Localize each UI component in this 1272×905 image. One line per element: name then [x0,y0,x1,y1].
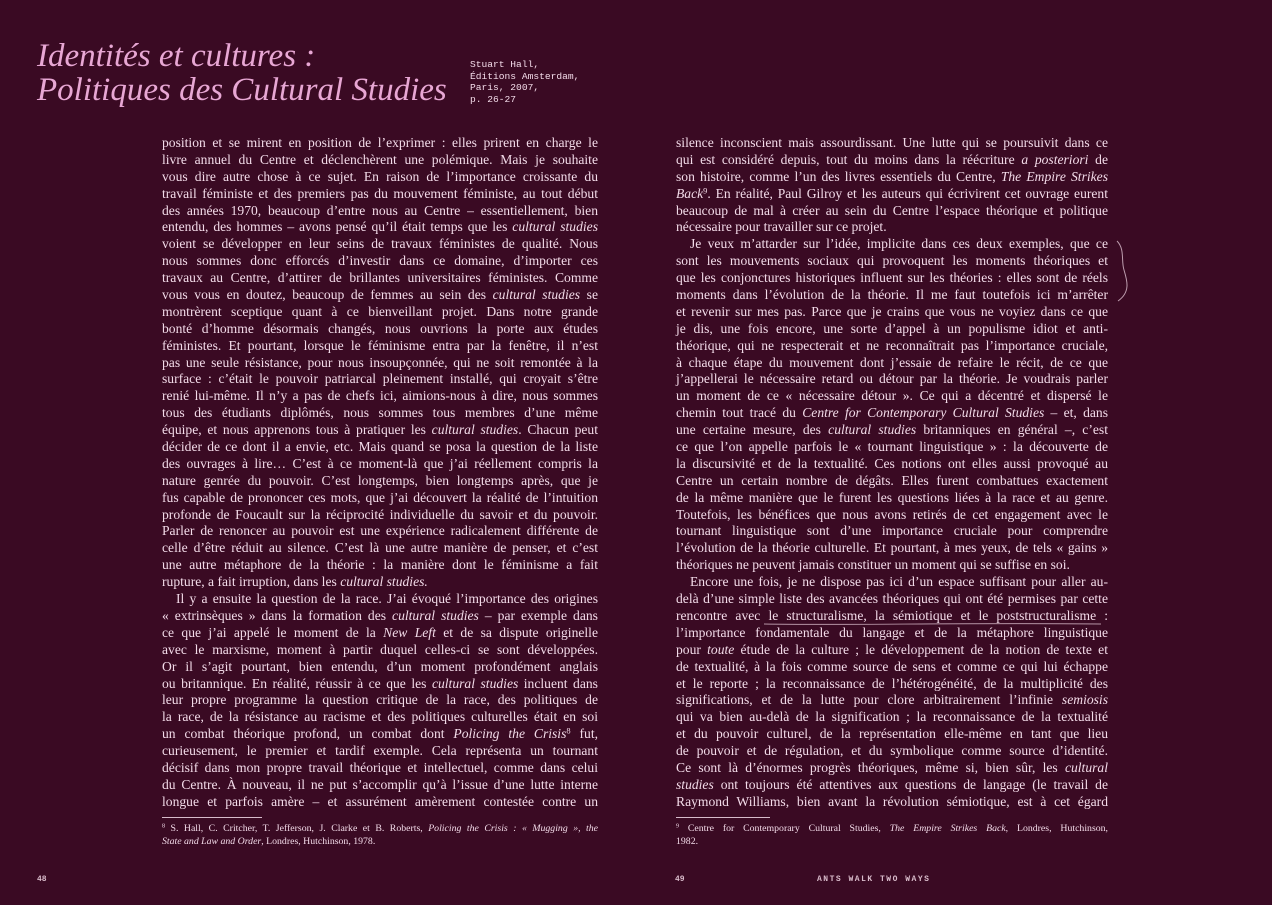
paragraph [162,822,598,848]
italic-run: The Empire Strikes [1000,168,1108,184]
roman-run: fut, [570,726,598,742]
roman-run: un combat théorique profond, un combat dont [162,726,454,742]
text-line [162,422,598,439]
roman-run: britanniques en général –, c’est [916,422,1108,438]
paragraph [676,236,1108,574]
text-line: la discursivité et de la textualité. Ces notions ont elles aussi provoqué au [676,455,1108,471]
roman-run: . Chacun peut [518,422,598,438]
text-line: nature genrée du pouvoir. C’est longtemps, bien longtemps après, que je [162,472,598,488]
text-line: théorique, qui ne respecterait et ne reconnaîtrait pas l’importance cruciale, [676,337,1108,353]
text-line [676,169,1108,186]
text-line: je dis, une fois encore, une sorte d’appel à un populisme idiot et anti- [676,320,1108,336]
text-line: décider de ce dont il a envie, etc. Mais quand se posa la question de la liste [162,439,598,455]
page-number-right: 49 [675,875,685,884]
italic-run: cultural studies [828,422,917,438]
paragraph [162,135,598,591]
italic-run: Centre for Contemporary Cultural Studies [802,405,1045,421]
text-line: Raymond Williams, bien avant la révolution sémiotique, est à cet égard [676,793,1108,809]
roman-run: étude de la culture ; le développement de la notion de texte et [734,641,1108,657]
text-line: une autre métaphore de la théorie : la manière dont le féminisme a fait [162,557,598,573]
roman-run: incluent dans [518,675,598,691]
roman-run: , Londres, Hutchinson, [1005,823,1108,834]
text-line [162,726,598,743]
right-footnote [676,822,1108,848]
text-line: curieusement, le premier et tardif exemple. Cela représenta un tournant [162,743,598,759]
roman-run: équipe, et nous apprenons tous à pratiquer les [162,422,432,438]
paragraph [162,591,598,811]
text-line: ce que l’on appelle parfois le « tournant linguistique » : la découverte de [676,439,1108,455]
footnote-rule [162,817,262,818]
footnote-reference: 9 [703,185,708,196]
paragraph [676,822,1108,848]
roman-run: de [1088,151,1108,167]
italic-run: State and Law and Order [162,836,262,847]
citation-pages: p. 26-27 [470,94,517,106]
text-line: un moment de ce « nécessaire détour ». Ce qui a décentré et dispersé le [676,388,1108,404]
text-line: travail féministe et des premiers pas du mouvement féministe, au tout début [162,185,598,201]
roman-run: S. Hall, C. Critcher, T. Jefferson, J. Clarke et B. Roberts, [165,823,429,834]
text-line [676,422,1108,439]
roman-run: , Londres, Hutchinson, 1978. [261,836,376,847]
italic-run: The Empire Strikes Back [889,823,1006,834]
text-line [676,405,1108,422]
text-line [162,608,598,625]
text-line: Or il s’agit pourtant, bien entendu, d’un moment profondément anglais [162,658,598,674]
text-line: des années 1970, beaucoup d’entre nous au Centre – essentiellement, bien [162,202,598,218]
roman-run: vous vous en doutez, beaucoup de femmes au sein des [162,287,493,303]
italic-run: Policing the Crisis : « Mugging », the [428,823,598,834]
running-footer: ANTS WALK TWO WAYS [817,875,931,884]
roman-run: qui est considéré depuis, tout du moins dans la réécriture [676,151,1022,167]
italic-run: cultural studies [512,219,598,235]
text-line: de pouvoir et de régulation, et du symbolique comme source d’identité. [676,743,1108,759]
roman-run: entendu, des hommes – avons pensé qu’il était temps que les [162,219,513,235]
italic-run: Back [676,185,704,201]
text-line: surface : c’était le pouvoir patriarcal pleinement installé, qui croyait s’être [162,371,598,387]
italic-run: cultural studies [431,675,519,691]
text-line: montrèrent sceptique quant à ce bienveillant projet. Dans notre grande [162,303,598,319]
italic-run: Policing the Crisis [453,726,567,742]
text-line: décisif dans mon propre travail théorique et intellectuel, comme dans celui [162,759,598,775]
text-line: celle d’être réduit au silence. C’est là une autre manière de penser, et c’est [162,540,598,556]
text-line: que les conjonctures historiques influent sur les théories : elles sont de réels [676,270,1108,286]
text-line: bonté d’homme désormais changés, nous ouvrions la porte aux études [162,320,598,336]
text-line: travaux au Centre, d’attirer de brillantes universitaires féministes. Comme [162,270,598,286]
footnote-reference: 9 [676,823,680,830]
italic-run: New Left [383,624,436,640]
italic-run: cultural studies [392,607,479,623]
text-line [676,642,1108,659]
roman-run: rupture, a fait irruption, dans les [162,574,341,590]
text-line: tournant linguistique sont d’une importance cruciale pour comprendre [676,523,1108,539]
roman-run: – par exemple dans [478,607,598,623]
roman-run: . En réalité, Paul Gilroy et les auteurs qui écrivirent cet ouvrage eurent [707,185,1108,201]
text-line: profonde de Foucault sur la réciprocité individuelle du savoir et du pouvoir. [162,506,598,522]
roman-run: « extrinsèques » dans la formation des [162,607,393,623]
roman-run: une certaine mesure, des [676,422,829,438]
roman-run: se [580,287,598,303]
text-line: beaucoup de mal à créer au sein du Centre l’espace théorique et politique [676,202,1108,218]
text-line: livre annuel du Centre et déclenchèrent une polémique. Mais je souhaite [162,151,598,167]
italic-run: cultural studies [431,422,519,438]
text-line: renié lui-même. Il n’y a pas de chefs ici, aimions-nous à dire, nous sommes [162,388,598,404]
italic-run: toute [707,641,735,657]
text-line: delà d’une simple liste des avancées théoriques qui ont été permises par cette [676,591,1108,607]
roman-run: chemin tout tracé du [676,405,803,421]
text-line [162,219,598,236]
citation-publisher: Éditions Amsterdam, [470,70,580,82]
text-line: féministes. Et pourtant, lorsque le féminisme entra par la fenêtre, il n’est [162,337,598,353]
text-line: et le reporte ; la reconnaissance de l’hétérogénéité, de la multiplicité des [676,675,1108,691]
text-line: j’appellerai le nécessaire retard ou détour par la théorie. Je voudrais parler [676,371,1108,387]
text-line: fus capable de prononcer ces mots, que j’ai découvert la réalité de l’intuition [162,489,598,505]
source-citation [470,59,579,106]
text-line: de la même manière que le furent les questions liées à la race et au genre. [676,489,1108,505]
footnote-reference: 8 [162,823,166,830]
text-line [676,777,1108,794]
text-line: sont les mouvements sociaux qui provoquent les moments théoriques et [676,253,1108,269]
text-line [162,835,598,848]
roman-run: ont toujours été attentives aux questions de langage (le travail de [713,776,1108,792]
title-line: Politiques des Cultural Studies [37,72,447,108]
roman-run: son histoire, comme l’un des livres essentiels du Centre, [676,168,1001,184]
left-page-body [162,135,598,811]
text-line: pas une seule résistance, pour nous insoupçonnée, qui ne soit remontée à la [162,354,598,370]
text-line: qui va bien au-delà de la signification ; la reconnaissance de la textualité [676,709,1108,725]
roman-run: et de sa dispute originelle [435,624,598,640]
text-line: Je veux m’attarder sur l’idée, implicite dans ces deux exemples, que ce [690,236,1108,252]
italic-run: cultural studies. [340,574,428,590]
paragraph [676,574,1108,810]
text-line: nous sommes donc efforcés d’investir dans ce domaine, d’importer ces [162,253,598,269]
text-line: leur propre programme la question critique de la race, des politiques de [162,692,598,708]
text-line: longue et parfois amère – et assurément amèrement contestée contre un [162,793,598,809]
roman-run: significations, et de la lutte pour clore arbitrairement l’infinie [676,692,1062,708]
text-line: à chaque étape du mouvement dont j’essaie de refaire le récit, de ce que [676,354,1108,370]
roman-run: ou britannique. En réalité, réussir à ce que les [162,675,432,691]
text-line [676,760,1108,777]
roman-run: pour [676,641,708,657]
text-line: voient se développer en leur seins de travaux féministes de qualité. Nous [162,236,598,252]
italic-run: cultural [1064,759,1108,775]
text-line: avec le marxisme, moment à partir duquel celles-ci se sont développées. [162,641,598,657]
text-line: vous dire autre chose à ce sujet. En raison de l’importance croissante du [162,168,598,184]
citation-place-year: Paris, 2007, [470,82,540,94]
page-number-left: 48 [37,875,47,884]
text-line [676,152,1108,169]
text-line: nécessaire pour travailler sur ce projet. [676,219,887,235]
text-line: des ouvrages à lire… C’est à ce moment-là que j’ai réellement compris la [162,455,598,471]
roman-run: ce que j’ai appelé le moment de la [162,624,384,640]
text-line: moments dans l’évolution de la théorie. Il me faut toutefois ici m’arrêter [676,287,1108,303]
title-line: Identités et cultures : [37,38,316,74]
text-line [162,676,598,693]
text-line: l’évolution de la théorie culturelle. Et pourtant, à mes yeux, de tels « gains » [676,540,1108,556]
footnote-rule [676,817,770,818]
text-line [676,186,1108,203]
text-line: position et se mirent en position de l’exprimer : elles prirent en charge le [162,135,598,150]
footnote-reference: 8 [566,725,571,736]
left-footnote [162,822,598,848]
handwritten-bracket-mark [1117,241,1127,301]
text-line: Centre un certain nombre de dégâts. Elles furent combattues exactement [676,472,1108,488]
text-line [162,625,598,642]
text-line: la race, de la résistance au racisme et des politiques culturelles était en soi [162,709,598,725]
text-line: 1982. [676,836,699,847]
italic-run: studies [676,776,714,792]
text-line [676,692,1108,709]
text-line: Toutefois, les bénéfices que nous avons retirés de cet engagement avec le [676,506,1108,522]
text-line: tous des étudiants diplômés, nous sommes tous membres d’une même [162,405,598,421]
page-title [37,39,447,107]
text-line: rencontre avec le structuralisme, la sémiotique et le poststructuralisme : [676,607,1108,623]
paragraph [676,135,1108,236]
text-line [676,822,1108,835]
text-line [162,822,598,835]
text-line: Il y a ensuite la question de la race. J’ai évoqué l’importance des origines [176,591,598,607]
roman-run: Ce sont là d’énormes progrès théoriques, même si, bien sûr, les [676,759,1065,775]
text-line: Parler de renoncer au pouvoir est une expérience radicalement différente de [162,523,598,539]
text-line: du Centre. À nouveau, il ne put s’accomplir qu’à l’issue d’une lutte interne [162,776,598,792]
text-line [162,574,598,591]
italic-run: a posteriori [1021,151,1089,167]
text-line [162,287,598,304]
text-line: théoriques ne peuvent jamais constituer un moment qui se suffise en soi. [676,557,1070,573]
roman-run: Centre for Contemporary Cultural Studies, [679,823,890,834]
text-line: silence inconscient mais assourdissant. Une lutte qui se poursuivit dans ce [676,135,1108,150]
citation-author: Stuart Hall, [470,59,540,70]
text-line: l’importance fondamentale du langage et de la métaphore linguistique [676,624,1108,640]
text-line: Encore une fois, je ne dispose pas ici d’un espace suffisant pour aller au- [690,574,1108,590]
text-line: et du pouvoir culturel, de la représentation elle-même en tant que lieu [676,726,1108,742]
italic-run: cultural studies [492,287,581,303]
roman-run: – et, dans [1044,405,1108,421]
right-page-body [676,135,1108,811]
text-line: et revenir sur mes pas. Parce que je crains que vous ne voyiez dans ce que [676,303,1108,319]
text-line: de textualité, à la fois comme source de sens et comme ce qui lui échappe [676,658,1108,674]
italic-run: semiosis [1061,692,1108,708]
